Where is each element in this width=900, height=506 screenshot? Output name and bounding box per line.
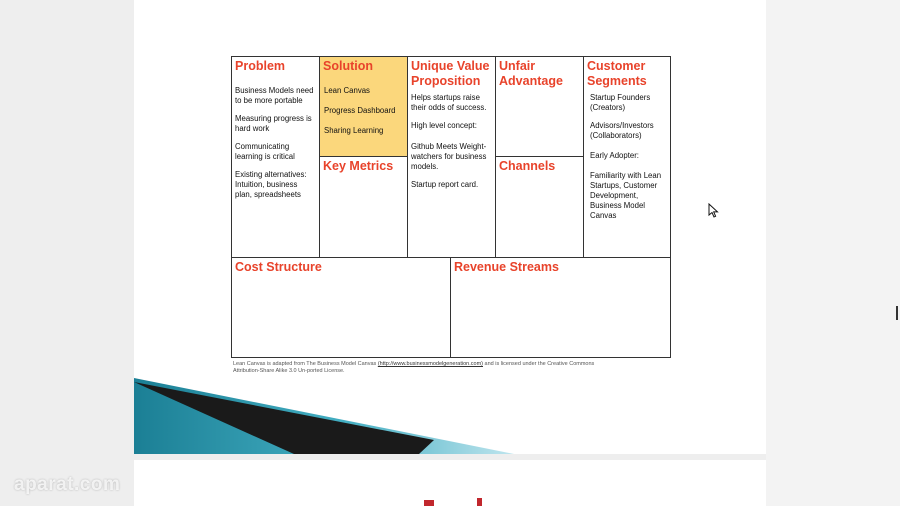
right-panel xyxy=(766,0,900,506)
customer-segments-block xyxy=(584,57,670,258)
problem-block xyxy=(232,57,320,258)
problem-item: Business Models need to be more portable xyxy=(235,86,314,105)
footer-suffix: and is licensed under the Creative Commons Attribution-Share Alike 3.0 Un-ported License. xyxy=(233,361,595,374)
solution-title: Solution xyxy=(323,59,373,73)
attribution-footer xyxy=(233,361,613,375)
key-metrics-block xyxy=(320,157,408,258)
problem-item: Existing alternatives: Intuition, business plan, spreadsheets xyxy=(235,170,307,199)
uvp-item: High level concept: xyxy=(411,121,477,130)
uvp-title xyxy=(411,59,492,89)
customer-segment-item: Early Adopter: xyxy=(590,151,639,160)
mouse-cursor-icon xyxy=(708,203,720,219)
channels-block xyxy=(496,157,584,258)
channels-title: Channels xyxy=(499,159,556,173)
cost-structure-block xyxy=(232,258,451,357)
watermark: aparat.com xyxy=(14,474,121,495)
customer-segment-item: Familiarity with Lean Startups, Customer Development, Business Model Canvas xyxy=(590,171,662,220)
cost-structure-title: Cost Structure xyxy=(235,260,322,274)
solution-block xyxy=(320,57,408,157)
uvp-title-line: Proposition xyxy=(411,74,481,88)
solution-item: Sharing Learning xyxy=(324,126,384,135)
customer-segments-title xyxy=(587,59,667,89)
next-slide-preview xyxy=(134,460,766,506)
slide-decoration xyxy=(134,378,534,454)
problem-title: Problem xyxy=(235,59,286,73)
customer-segment-item: Startup Founders (Creators) xyxy=(590,93,651,112)
lean-canvas xyxy=(231,56,671,358)
unfair-advantage-title-line: Advantage xyxy=(499,74,563,88)
customer-segments-title-line: Segments xyxy=(587,74,647,88)
customer-segment-item: Advisors/Investors (Collaborators) xyxy=(590,121,654,140)
solution-item: Progress Dashboard xyxy=(324,106,396,115)
scroll-indicator xyxy=(896,306,898,320)
next-slide-mark xyxy=(424,500,434,506)
unfair-advantage-title-line: Unfair xyxy=(499,59,536,73)
next-slide-mark xyxy=(477,498,482,506)
customer-segments-title-line: Customer xyxy=(587,59,646,73)
solution-item: Lean Canvas xyxy=(324,86,370,95)
uvp-item: Helps startups raise their odds of success. xyxy=(411,93,487,112)
footer-prefix: Lean Canvas is adapted from The Business Model Canvas xyxy=(233,361,377,367)
footer-link[interactable]: (http://www.businessmodelgeneration.com) xyxy=(377,361,483,367)
revenue-streams-title: Revenue Streams xyxy=(454,260,559,274)
unfair-advantage-block xyxy=(496,57,584,157)
revenue-streams-block xyxy=(451,258,670,357)
uvp-item: Github Meets Weight-watchers for business models. xyxy=(411,142,487,171)
problem-item: Measuring progress is hard work xyxy=(235,114,312,133)
uvp-block xyxy=(408,57,496,258)
unfair-advantage-title xyxy=(499,59,580,89)
problem-item: Communicating learning is critical xyxy=(235,142,295,161)
key-metrics-title: Key Metrics xyxy=(323,159,394,173)
uvp-item: Startup report card. xyxy=(411,180,479,189)
uvp-title-line: Unique Value xyxy=(411,59,490,73)
